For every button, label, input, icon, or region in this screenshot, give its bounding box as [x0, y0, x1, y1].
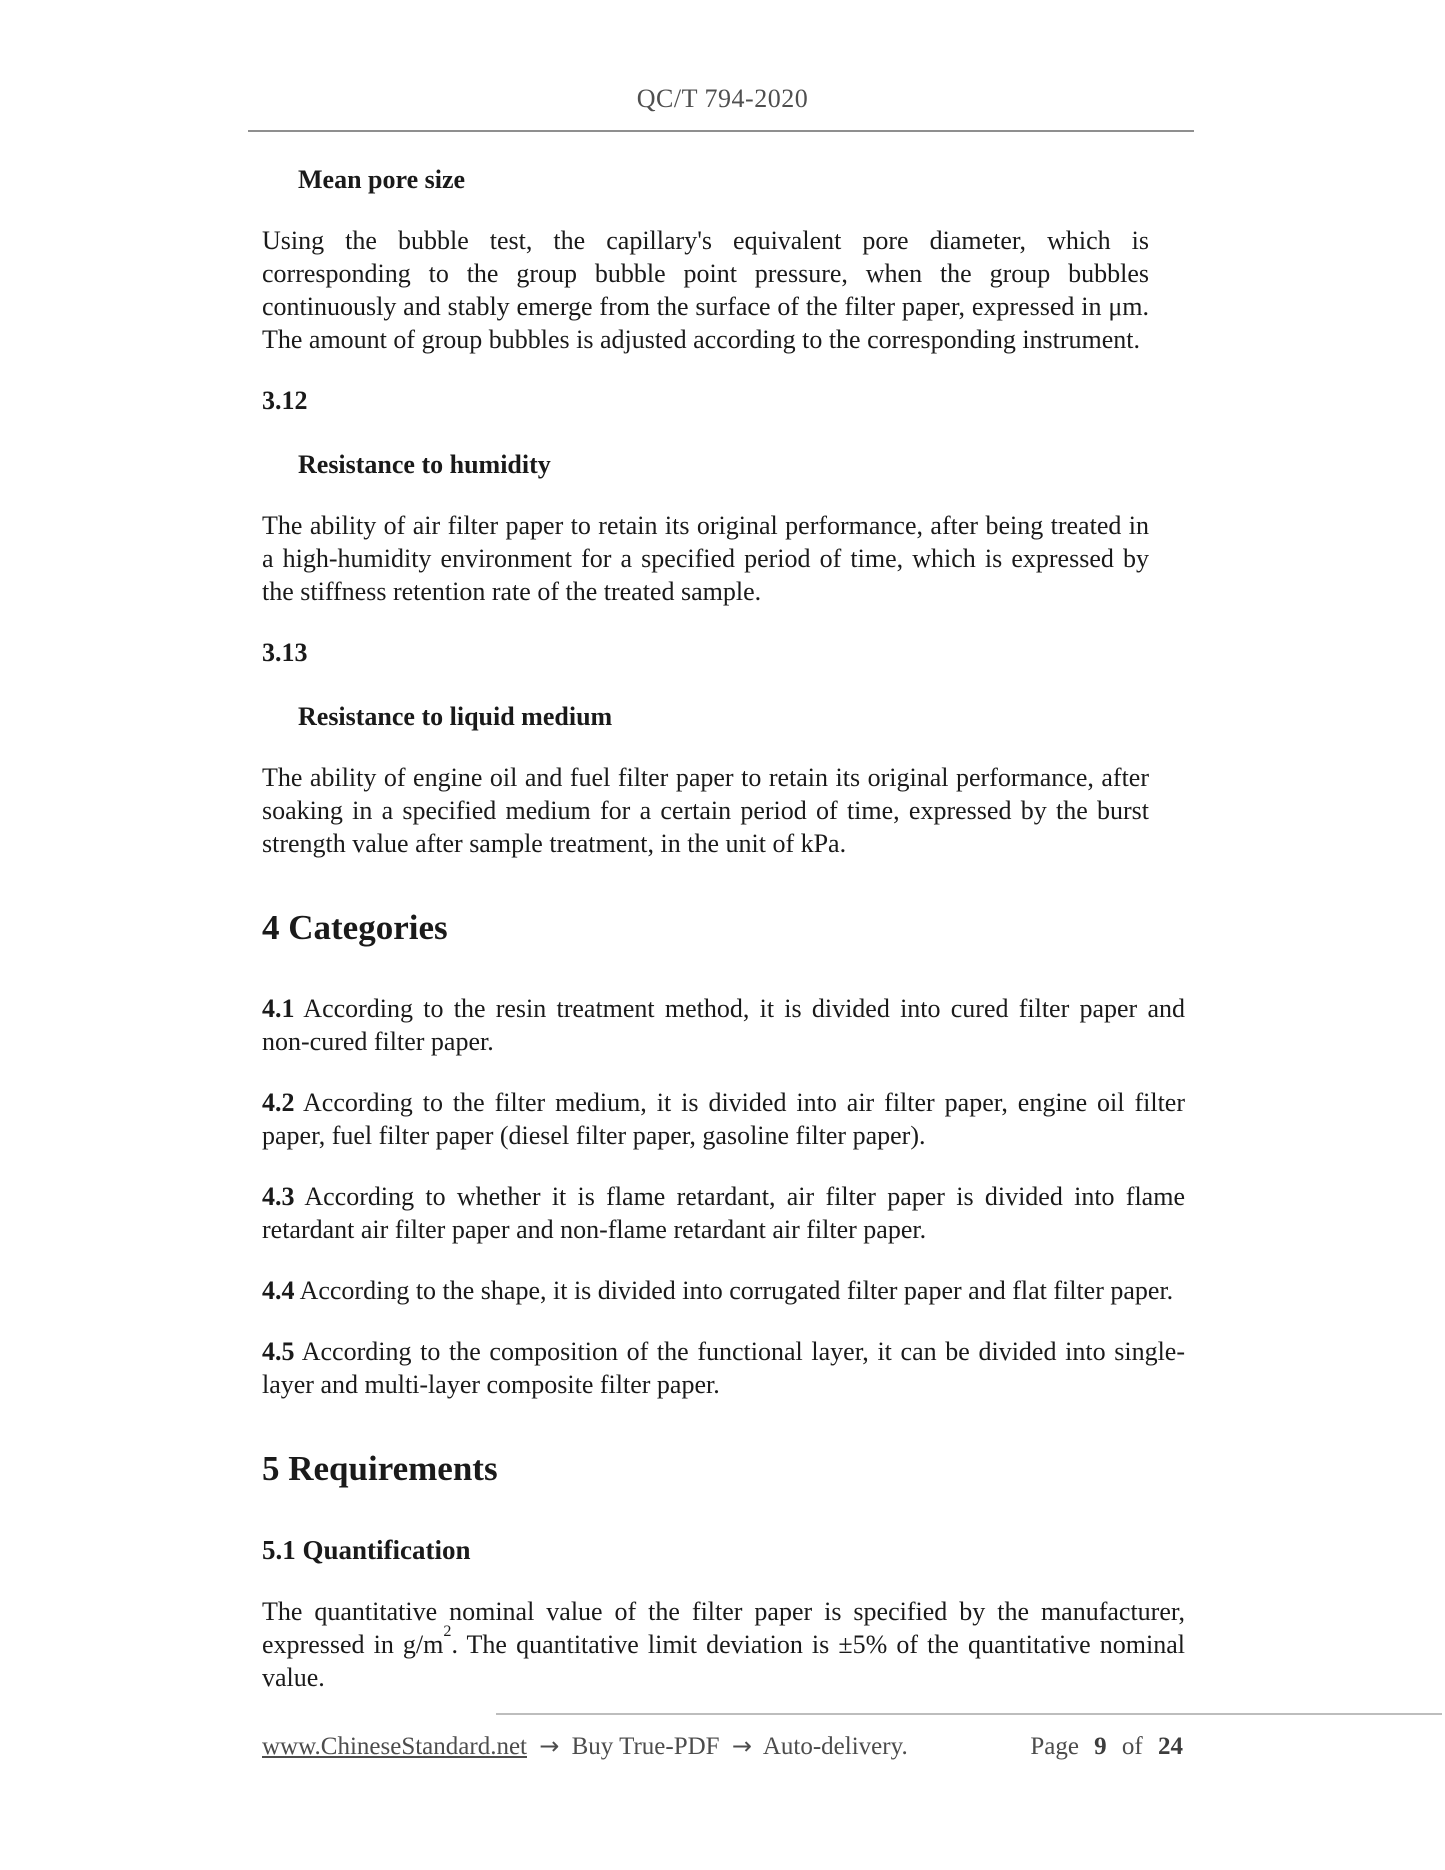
term-title-resistance-to-humidity: Resistance to humidity — [298, 450, 551, 479]
auto-delivery-text: Auto-delivery. — [762, 1733, 908, 1760]
page-indicator — [1021, 1731, 1183, 1763]
clause-number: 4.4 — [262, 1276, 295, 1305]
right-arrow-icon: → — [539, 1732, 560, 1760]
term-definition: The ability of air filter paper to retain its original performance, after being treated in a high-humidity environment for a specified period of time, which is expressed by the stiffness retention rate of the treated sample. — [262, 511, 1149, 606]
term-definition: The ability of engine oil and fuel filter paper to retain its original performance, after soaking in a specified medium for a certain period of time, expressed by the burst strength value after sample treatment, in the unit of kPa. — [262, 763, 1149, 858]
page-number: 9 — [1094, 1733, 1107, 1760]
footer-rule — [496, 1713, 1442, 1715]
page-total: 24 — [1158, 1733, 1183, 1760]
clause-number-3-12: 3.12 — [262, 386, 308, 415]
clause-4-3 — [262, 1180, 1185, 1246]
clause-number: 4.1 — [262, 994, 295, 1023]
header-rule — [248, 130, 1194, 132]
clause-text: According to the resin treatment method, it is divided into cured filter paper and non-cured filter paper. — [262, 994, 1185, 1056]
term-title-resistance-to-liquid-medium: Resistance to liquid medium — [298, 702, 613, 731]
chapter-heading-categories: 4 Categories — [262, 908, 448, 947]
right-arrow-icon: → — [731, 1732, 752, 1760]
clause-number: 4.3 — [262, 1182, 295, 1211]
page-label: Page — [1030, 1733, 1079, 1760]
running-header — [0, 84, 1445, 114]
chinesestandard-link[interactable]: www.ChineseStandard.net — [262, 1733, 527, 1760]
clause-4-5 — [262, 1335, 1185, 1401]
clause-text: According to the filter medium, it is divided into air filter paper, engine oil filter paper, fuel filter paper (diesel filter paper, gasoline filter paper). — [262, 1088, 1185, 1150]
doc-code: QC/T 794-2020 — [636, 84, 809, 113]
clause-text: According to whether it is flame retardant, air filter paper is divided into flame retardant air filter paper and non-flame retardant air filter paper. — [262, 1182, 1185, 1244]
clause-4-1 — [262, 992, 1185, 1058]
paragraph-text: The quantitative nominal value of the filter paper is specified by the manufacturer, expressed in g/m — [262, 1597, 1185, 1659]
buy-true-pdf-text: Buy True-PDF — [571, 1733, 720, 1760]
of-label: of — [1121, 1733, 1143, 1760]
clause-number: 4.2 — [262, 1088, 295, 1117]
clause-number-3-13: 3.13 — [262, 638, 308, 667]
paragraph-text: . The quantitative limit deviation is ±5% of the quantitative nominal value. — [262, 1630, 1186, 1692]
clause-4-4 — [262, 1274, 1185, 1307]
quantification-paragraph — [262, 1595, 1185, 1694]
document-body — [262, 163, 1185, 1694]
clause-4-2 — [262, 1086, 1185, 1152]
clause-text: According to the shape, it is divided into corrugated filter paper and flat filter paper. — [299, 1276, 1174, 1305]
page-footer — [262, 1730, 1183, 1763]
footer-source-line — [262, 1730, 914, 1763]
chapter-heading-requirements: 5 Requirements — [262, 1449, 498, 1488]
clause-number: 4.5 — [262, 1337, 295, 1366]
subheading-quantification: 5.1 Quantification — [262, 1535, 471, 1565]
superscript-2: 2 — [443, 1623, 452, 1641]
clause-text: According to the composition of the functional layer, it can be divided into single-layer and multi-layer composite filter paper. — [262, 1337, 1185, 1399]
term-title-mean-pore-size: Mean pore size — [298, 165, 466, 194]
term-definition: Using the bubble test, the capillary's equivalent pore diameter, which is corresponding to the group bubble point pressure, when the group bubbles continuously and stably emerge from the surface of the filter paper, expressed in μm. The amount of group bubbles is adjusted according to the corresponding instrument. — [262, 226, 1149, 354]
